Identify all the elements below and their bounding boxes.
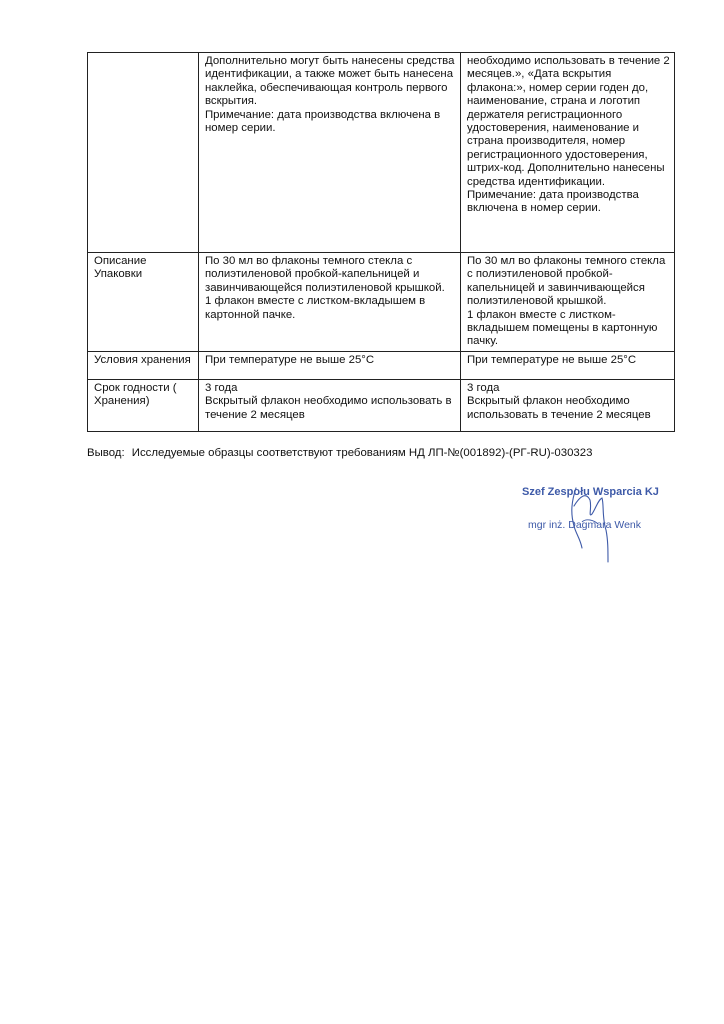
conclusion-text: Исследуемые образцы соответствуют требованиям НД ЛП-№(001892)-(РГ-RU)-030323 xyxy=(131,447,593,459)
table-cell-label: Описание Упаковки xyxy=(88,253,199,352)
table-cell-document: Дополнительно могут быть нанесены средства идентификации, а также может быть нанесена наклейка, обеспечивающая контроль первого вскрытия. Примечание: дата производства включена в номер серии. xyxy=(199,53,461,253)
stamp-name: mgr inż. Dagmara Wenk xyxy=(528,519,642,531)
table-cell-sample: При температуре не выше 25°C xyxy=(461,351,675,379)
table-cell-sample: 3 года Вскрытый флакон необходимо использовать в течение 2 месяцев xyxy=(461,379,675,431)
table-cell-sample: По 30 мл во флаконы темного стекла с полиэтиленовой пробкой-капельницей и завинчивающейся полиэтиленовой крышкой. 1 флакон вместе с листком-вкладышем помещены в картонную пачку. xyxy=(461,253,675,352)
table-row xyxy=(88,379,675,431)
table-row xyxy=(88,53,675,253)
table-cell-label: Условия хранения xyxy=(88,351,199,379)
specification-table xyxy=(87,52,675,432)
table-cell-label xyxy=(88,53,199,253)
conclusion xyxy=(87,446,687,460)
table-cell-sample: необходимо использовать в течение 2 месяцев.», «Дата вскрытия флакона:», номер серии годен до, наименование, страна и логотип держателя регистрационного удостоверения, наименование и страна производителя, номер регистрационного удостоверения, штрих-код. Дополнительно нанесены средства идентификации. Примечание: дата производства включена в номер серии. xyxy=(461,53,675,253)
table-cell-document: 3 года Вскрытый флакон необходимо использовать в течение 2 месяцев xyxy=(199,379,461,431)
table-cell-document: При температуре не выше 25°C xyxy=(199,351,461,379)
conclusion-label: Вывод: xyxy=(87,447,125,459)
handwritten-signature xyxy=(490,478,690,568)
table-row xyxy=(88,253,675,352)
table-cell-document: По 30 мл во флаконы темного стекла с полиэтиленовой пробкой-капельницей и завинчивающейся полиэтиленовой крышкой. 1 флакон вместе с листком-вкладышем в картонной пачке. xyxy=(199,253,461,352)
table-row xyxy=(88,351,675,379)
table-cell-label: Срок годности ( Хранения) xyxy=(88,379,199,431)
stamp-title: Szef Zespołu Wsparcia KJ xyxy=(522,486,659,498)
signature-stamp xyxy=(490,478,690,568)
